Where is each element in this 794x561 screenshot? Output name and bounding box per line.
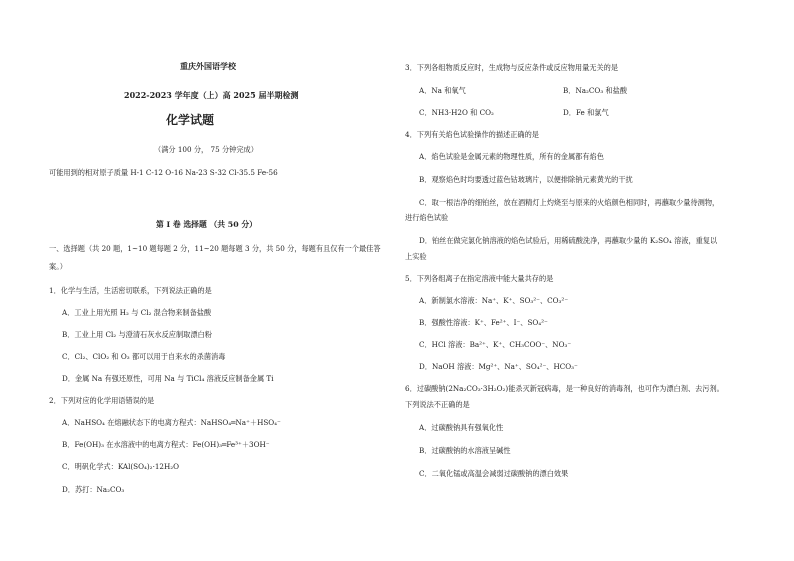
question-5-option-a: A．新制氯水溶液：Na⁺、K⁺、SO₃²⁻、CO₃²⁻	[419, 296, 569, 305]
question-3-option-a: A．Na 和氧气	[419, 86, 466, 95]
section-intro-line2: 案。）	[49, 262, 67, 271]
exam-info: （满分 100 分， 75 分钟完成）	[154, 145, 258, 154]
question-6-option-c: C．二氧化锰或高温会减弱过碳酸钠的漂白效果	[419, 469, 569, 478]
question-3-option-c: C．NH3·H2O 和 CO₂	[419, 108, 494, 117]
question-2-option-a: A．NaHSO₄ 在熔融状态下的电离方程式：NaHSO₄═Na⁺＋HSO₄⁻	[62, 418, 281, 427]
question-4-option-c: C．取一根洁净的细铂丝，放在酒精灯上灼烧至与原来的火焰颜色相同时，再蘸取少量待测物，	[419, 198, 720, 207]
question-6-option-b: B．过碳酸钠的水溶液呈碱性	[419, 446, 511, 455]
question-4-option-b: B．观察焰色时均要透过蓝色钴玻璃片，以便排除钠元素黄光的干扰	[419, 175, 633, 184]
question-2-stem: 2．下列对应的化学用语错误的是	[49, 396, 155, 405]
question-1-stem: 1．化学与生活，生活密切联系，下列说法正确的是	[49, 286, 212, 295]
question-6-stem: 6．过碳酸钠(2Na₂CO₃·3H₂O₂)能杀灭新冠病毒，是一种良好的消毒剂，也可作为漂白剂、去污剂。	[405, 384, 724, 393]
section-title: 第 I 卷 选择题 （共 50 分）	[156, 220, 257, 229]
question-3-option-b: B．Na₂CO₃ 和盐酸	[563, 86, 628, 95]
question-1-option-d: D．金属 Na 有强还原性，可用 Na 与 TiCl₄ 溶液反应制备金属 Ti	[62, 374, 274, 383]
question-4-option-d-cont: 上实验	[405, 252, 427, 261]
question-3-stem: 3．下列各组物质反应时，生成物与反应条件或反应物用量无关的是	[405, 63, 619, 72]
question-4-stem: 4．下列有关焰色试验操作的描述正确的是	[405, 130, 539, 139]
atomic-masses: 可能用到的相对原子质量 H-1 C-12 O-16 Na-23 S-32 Cl-35.5 Fe-56	[49, 168, 278, 177]
question-5-option-d: D．NaOH 溶液：Mg²⁺、Na⁺、SO₄²⁻、HCO₃⁻	[419, 362, 578, 371]
question-4-option-c-cont: 进行焰色试验	[405, 213, 449, 222]
subject-title: 化学试题	[166, 113, 215, 127]
question-1-option-b: B．工业上用 Cl₂ 与澄清石灰水反应制取漂白粉	[62, 330, 212, 339]
question-1-option-c: C．Cl₂、ClO₂ 和 O₃ 都可以用于自来水的杀菌消毒	[62, 352, 226, 361]
question-4-option-d: D．铂丝在做完氯化钠溶液的焰色试验后，用稀硫酸洗净，再蘸取少量的 K₂SO₄ 溶液，重复以	[419, 236, 718, 245]
question-5-option-b: B．强酸性溶液：K⁺、Fe²⁺、I⁻、SO₄²⁻	[419, 318, 548, 327]
question-6-stem-cont: 下列说法不正确的是	[405, 400, 470, 409]
question-4-option-a: A．焰色试验是金属元素的物理性质，所有的金属都有焰色	[419, 152, 604, 161]
question-2-option-c: C．明矾化学式：KAl(SO₄)₂·12H₂O	[62, 462, 180, 471]
exam-title: 2022-2023 学年度（上）高 2025 届半期检测	[124, 90, 299, 100]
question-1-option-a: A．工业上用光照 H₂ 与 Cl₂ 混合物来制备盐酸	[62, 308, 212, 317]
question-2-option-d: D．苏打：Na₂CO₃	[62, 485, 125, 494]
school-name: 重庆外国语学校	[180, 61, 236, 71]
question-5-stem: 5．下列各组离子在指定溶液中能大量共存的是	[405, 274, 554, 283]
question-6-option-a: A．过碳酸钠具有强氧化性	[419, 423, 504, 432]
section-intro-line1: 一、选择题（共 20 题，1~10 题每题 2 分，11~20 题每题 3 分，共 50 分，每题有且仅有一个最佳答	[49, 244, 381, 253]
question-3-option-d: D．Fe 和氯气	[563, 108, 609, 117]
question-5-option-c: C．HCl 溶液：Ba²⁺、K⁺、CH₃COO⁻、NO₃⁻	[419, 340, 572, 349]
question-2-option-b: B．Fe(OH)₃ 在水溶液中的电离方程式：Fe(OH)₃═Fe³⁺＋3OH⁻	[62, 440, 270, 449]
